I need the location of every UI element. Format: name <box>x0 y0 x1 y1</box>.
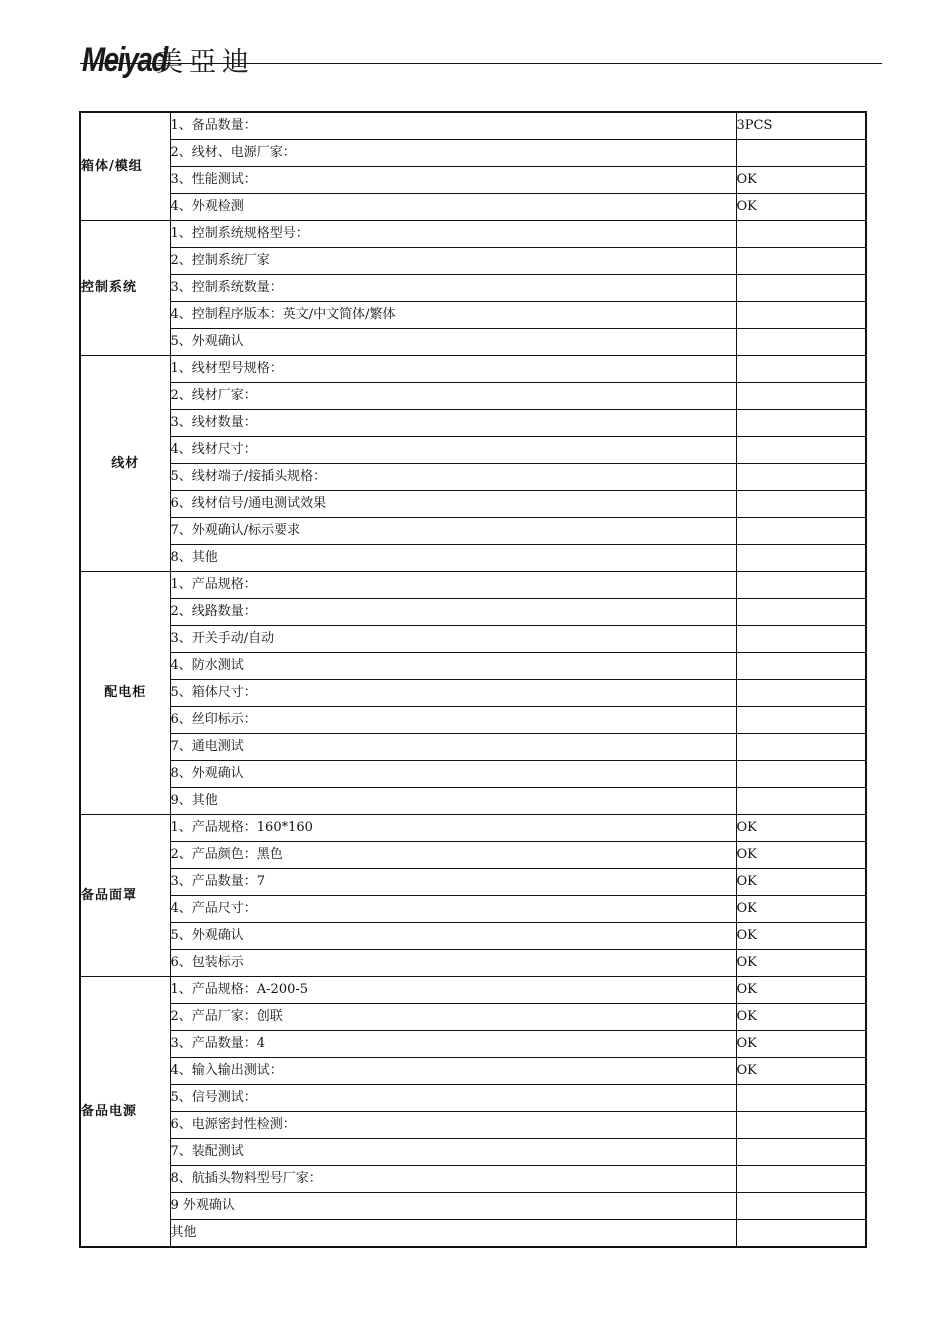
check-item: 7、通电测试 <box>170 734 736 761</box>
check-item: 9 外观确认 <box>170 1193 736 1220</box>
table-row <box>80 112 866 140</box>
check-item: 3、性能测试： <box>170 167 736 194</box>
check-item: 2、线路数量： <box>170 599 736 626</box>
check-result: OK <box>736 1031 866 1058</box>
table-row <box>80 518 866 545</box>
check-result <box>736 734 866 761</box>
check-result <box>736 788 866 815</box>
check-result: OK <box>736 977 866 1004</box>
section-name: 线材 <box>80 356 170 572</box>
check-item: 1、产品规格：A-200-5 <box>170 977 736 1004</box>
check-result: OK <box>736 194 866 221</box>
check-result <box>736 1193 866 1220</box>
check-item: 5、外观确认 <box>170 923 736 950</box>
table-row <box>80 302 866 329</box>
table-row <box>80 1112 866 1139</box>
check-result <box>736 383 866 410</box>
table-row <box>80 977 866 1004</box>
check-result <box>736 248 866 275</box>
table-row <box>80 356 866 383</box>
check-result: OK <box>736 167 866 194</box>
check-result <box>736 626 866 653</box>
check-result <box>736 1166 866 1193</box>
check-item: 8、其他 <box>170 545 736 572</box>
check-item: 1、产品规格： <box>170 572 736 599</box>
table-row <box>80 1139 866 1166</box>
check-result <box>736 680 866 707</box>
section-name: 备品面罩 <box>80 815 170 977</box>
check-item: 4、防水测试 <box>170 653 736 680</box>
check-item: 4、控制程序版本：英文/中文简体/繁体 <box>170 302 736 329</box>
table-row <box>80 653 866 680</box>
check-item: 1、线材型号规格： <box>170 356 736 383</box>
check-item: 4、外观检测 <box>170 194 736 221</box>
section-name: 配电柜 <box>80 572 170 815</box>
table-row <box>80 1031 866 1058</box>
check-item: 1、控制系统规格型号： <box>170 221 736 248</box>
table-row <box>80 842 866 869</box>
check-item: 6、线材信号/通电测试效果 <box>170 491 736 518</box>
table-row <box>80 1004 866 1031</box>
check-item: 4、输入输出测试： <box>170 1058 736 1085</box>
check-item: 3、线材数量： <box>170 410 736 437</box>
check-result <box>736 329 866 356</box>
logo-latin-text: Meiyad <box>82 41 167 79</box>
table-row <box>80 626 866 653</box>
check-item: 3、产品数量：7 <box>170 869 736 896</box>
table-row <box>80 1166 866 1193</box>
table-row <box>80 383 866 410</box>
table-row <box>80 572 866 599</box>
check-item: 6、丝印标示： <box>170 707 736 734</box>
check-result: OK <box>736 815 866 842</box>
table-row <box>80 707 866 734</box>
table-row <box>80 491 866 518</box>
check-result <box>736 221 866 248</box>
table-row <box>80 869 866 896</box>
check-item: 3、控制系统数量： <box>170 275 736 302</box>
logo-chinese-text: 美亞迪 <box>156 47 255 78</box>
check-item: 4、产品尺寸： <box>170 896 736 923</box>
check-result <box>736 140 866 167</box>
check-item: 2、线材厂家： <box>170 383 736 410</box>
check-item: 5、线材端子/接插头规格： <box>170 464 736 491</box>
check-item: 4、线材尺寸： <box>170 437 736 464</box>
check-result: OK <box>736 950 866 977</box>
page-header <box>0 0 950 100</box>
check-result: OK <box>736 842 866 869</box>
table-row <box>80 275 866 302</box>
table-row <box>80 329 866 356</box>
check-result: 3PCS <box>736 112 866 140</box>
table-row <box>80 950 866 977</box>
check-item: 2、控制系统厂家 <box>170 248 736 275</box>
check-result: OK <box>736 923 866 950</box>
check-result <box>736 437 866 464</box>
table-row <box>80 437 866 464</box>
check-item: 8、外观确认 <box>170 761 736 788</box>
check-item: 8、航插头物料型号厂家： <box>170 1166 736 1193</box>
check-result <box>736 302 866 329</box>
table-row <box>80 599 866 626</box>
inspection-table <box>79 111 867 1248</box>
check-result <box>736 1112 866 1139</box>
check-item: 3、开关手动/自动 <box>170 626 736 653</box>
table-row <box>80 410 866 437</box>
check-item: 9、其他 <box>170 788 736 815</box>
table-row <box>80 923 866 950</box>
check-result: OK <box>736 1004 866 1031</box>
header-rule <box>80 63 882 64</box>
check-result: OK <box>736 1058 866 1085</box>
check-item: 2、产品厂家：创联 <box>170 1004 736 1031</box>
check-result <box>736 410 866 437</box>
check-result <box>736 518 866 545</box>
check-result <box>736 761 866 788</box>
check-item: 6、包装标示 <box>170 950 736 977</box>
table-row <box>80 248 866 275</box>
check-item: 2、产品颜色：黑色 <box>170 842 736 869</box>
section-name: 控制系统 <box>80 221 170 356</box>
section-name: 箱体/模组 <box>80 112 170 221</box>
check-result <box>736 464 866 491</box>
check-result <box>736 653 866 680</box>
check-item: 7、装配测试 <box>170 1139 736 1166</box>
check-result <box>736 707 866 734</box>
check-result <box>736 545 866 572</box>
table-row <box>80 815 866 842</box>
check-result <box>736 572 866 599</box>
table-row <box>80 680 866 707</box>
table-row <box>80 545 866 572</box>
check-result <box>736 1139 866 1166</box>
company-logo <box>82 33 255 77</box>
check-item: 5、外观确认 <box>170 329 736 356</box>
table-row <box>80 896 866 923</box>
table-row <box>80 1220 866 1248</box>
check-result <box>736 1220 866 1248</box>
check-result <box>736 491 866 518</box>
inspection-table-body <box>80 112 866 1247</box>
check-item: 2、线材、电源厂家： <box>170 140 736 167</box>
section-name: 备品电源 <box>80 977 170 1248</box>
check-item: 1、备品数量： <box>170 112 736 140</box>
table-row <box>80 788 866 815</box>
table-row <box>80 464 866 491</box>
check-result <box>736 356 866 383</box>
check-result <box>736 599 866 626</box>
check-item: 6、电源密封性检测： <box>170 1112 736 1139</box>
check-item: 5、箱体尺寸： <box>170 680 736 707</box>
check-item: 7、外观确认/标示要求 <box>170 518 736 545</box>
table-row <box>80 1058 866 1085</box>
check-result: OK <box>736 896 866 923</box>
check-item: 1、产品规格：160*160 <box>170 815 736 842</box>
check-item: 其他 <box>170 1220 736 1248</box>
table-row <box>80 194 866 221</box>
table-row <box>80 140 866 167</box>
check-item: 3、产品数量：4 <box>170 1031 736 1058</box>
check-result <box>736 1085 866 1112</box>
table-row <box>80 761 866 788</box>
table-row <box>80 1085 866 1112</box>
table-row <box>80 734 866 761</box>
table-row <box>80 167 866 194</box>
table-row <box>80 1193 866 1220</box>
table-row <box>80 221 866 248</box>
check-result <box>736 275 866 302</box>
check-item: 5、信号测试： <box>170 1085 736 1112</box>
check-result: OK <box>736 869 866 896</box>
